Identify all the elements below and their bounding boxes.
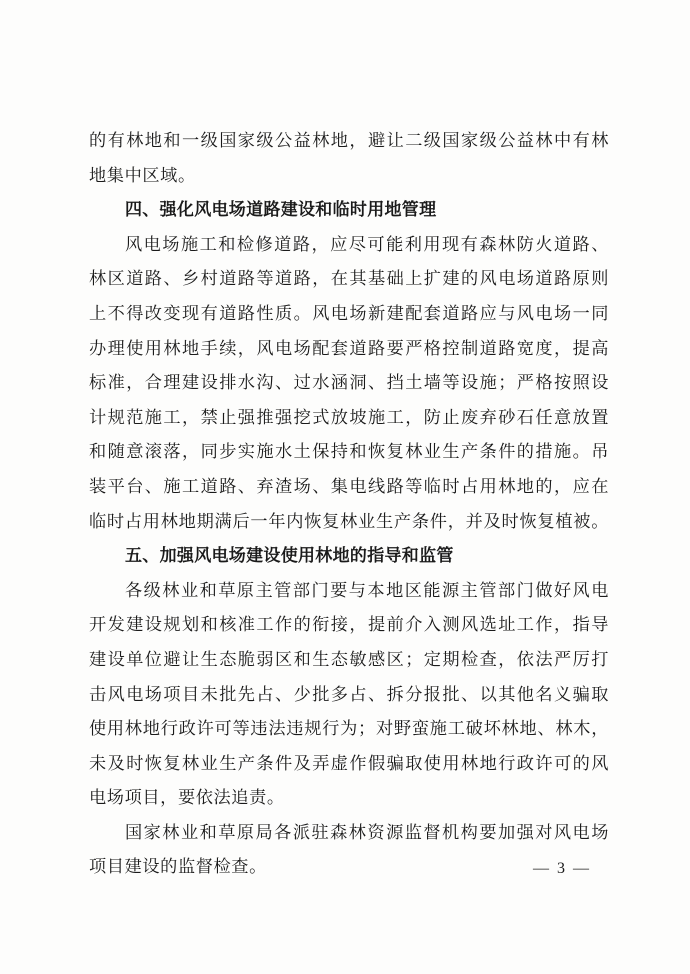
section-heading: 五、加强风电场建设使用林地的指导和监管 <box>125 546 454 567</box>
paragraph-line: 风电场施工和检修道路，应尽可能利用现有森林防火道路、 <box>125 234 609 255</box>
paragraph-line: 开发建设规划和核准工作的衔接，提前介入测风选址工作，指导 <box>89 615 609 636</box>
page-number: — 3 — <box>533 860 591 877</box>
paragraph-line: 和随意滚落，同步实施水土保持和恢复林业生产条件的措施。吊 <box>89 442 609 463</box>
paragraph-line: 各级林业和草原主管部门要与本地区能源主管部门做好风电 <box>125 580 609 601</box>
paragraph-line: 办理使用林地手续，风电场配套道路要严格控制道路宽度，提高 <box>89 338 609 359</box>
paragraph-line: 上不得改变现有道路性质。风电场新建配套道路应与风电场一同 <box>89 303 609 324</box>
paragraph-line: 未及时恢复林业生产条件及弄虚作假骗取使用林地行政许可的风 <box>89 753 609 774</box>
paragraph-line: 国家林业和草原局各派驻森林资源监督机构要加强对风电场 <box>125 822 609 843</box>
paragraph-line: 计规范施工，禁止强推强挖式放坡施工，防止废弃砂石任意放置 <box>89 407 609 428</box>
paragraph-line: 使用林地行政许可等违法违规行为；对野蛮施工破坏林地、林木， <box>89 719 609 740</box>
document-body <box>89 124 609 885</box>
paragraph-line: 的有林地和一级国家级公益林地，避让二级国家级公益林中有林 <box>89 131 609 151</box>
paragraph-line: 装平台、施工道路、弃渣场、集电线路等临时占用林地的，应在 <box>89 476 609 497</box>
paragraph-line: 项目建设的监督检查。 <box>89 857 267 878</box>
paragraph-line: 电场项目，要依法追责。 <box>89 788 285 809</box>
paragraph-line: 击风电场项目未批先占、少批多占、拆分报批、以其他名义骗取 <box>89 684 609 705</box>
paragraph-line: 建设单位避让生态脆弱区和生态敏感区；定期检查，依法严厉打 <box>89 649 609 670</box>
section-heading: 四、强化风电场道路建设和临时用地管理 <box>125 200 437 221</box>
paragraph-line: 林区道路、乡村道路等道路，在其基础上扩建的风电场道路原则 <box>89 269 609 290</box>
paragraph-line: 标准，合理建设排水沟、过水涵洞、挡土墙等设施；严格按照设 <box>89 373 609 394</box>
paragraph-line: 临时占用林地期满后一年内恢复林业生产条件，并及时恢复植被。 <box>89 511 609 532</box>
paragraph-line: 地集中区域。 <box>89 165 196 186</box>
